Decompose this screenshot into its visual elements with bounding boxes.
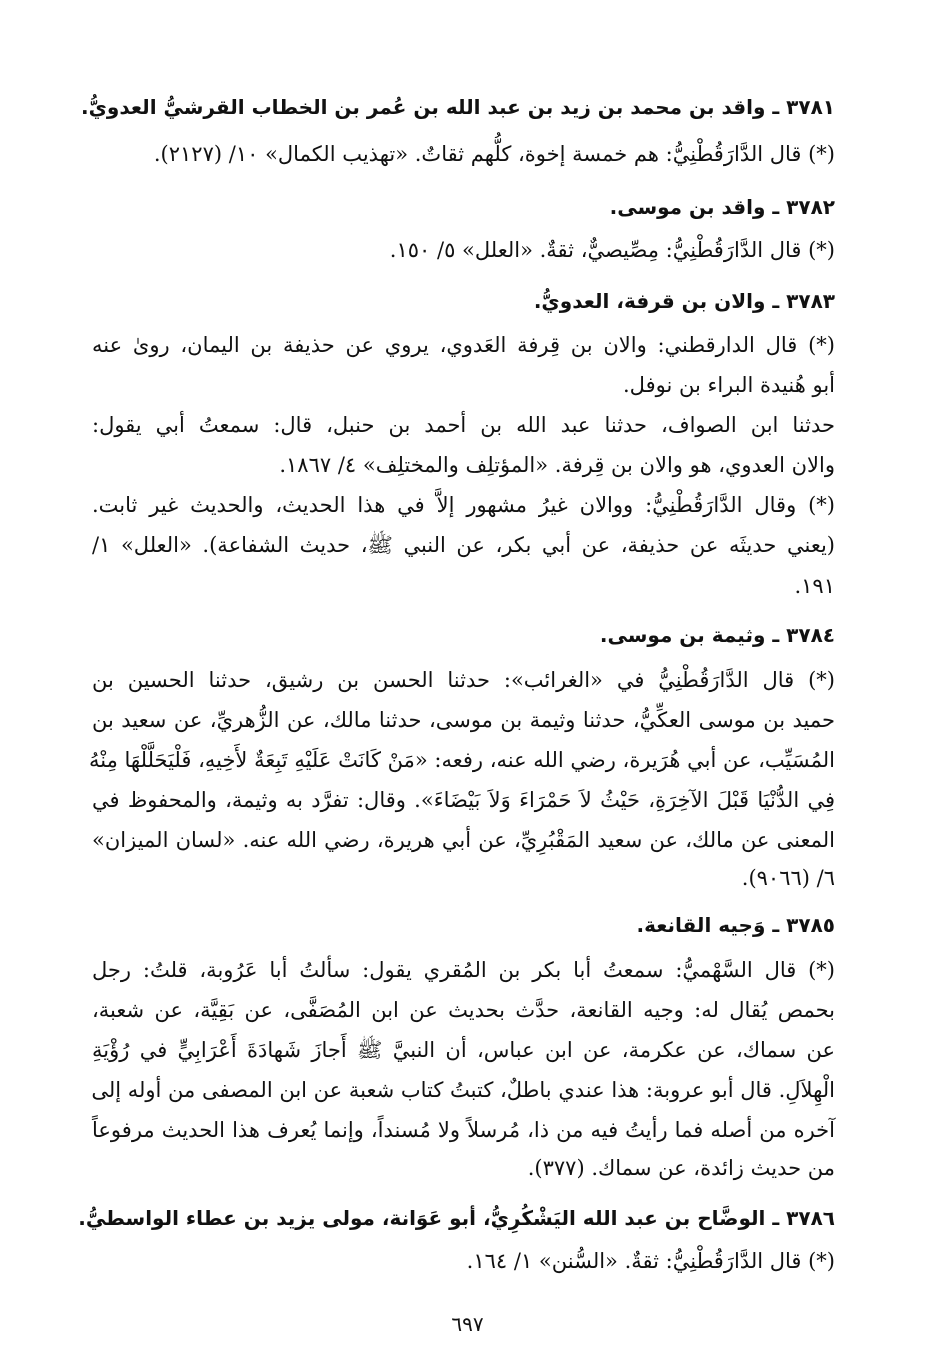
entry-text: المُسَيِّب، عن أبي هُرَيرة، رضي الله عنه، رفعه: «مَنْ كَانَتْ عَلَيْهِ تَبِعَةٌ لأَخِيهِ، فَلْيَحَلَّلْهَا مِنْهُ xyxy=(89,748,835,772)
entry-text: عن سماك، عن عكرمة، عن ابن عباس، أن النبيَّ ﷺ أَجازَ شَهادَةَ أَعْرَابِيٍّ في رُؤْيَةِ xyxy=(92,1038,835,1062)
entry-text: حدثنا ابن الصواف، حدثنا عبد الله بن أحمد بن حنبل، قال: سمعتُ أبي يقول: xyxy=(92,413,835,437)
entry-text: المعنى عن مالك، عن سعيد المَقْبُرِيِّ، عن أبي هريرة، رضي الله عنه. «لسان الميزان» xyxy=(92,828,835,852)
entry-text: والان العدوي، هو والان بن قِرفة. «المؤتلِف والمختلِف» ٤/ ١٨٦٧. xyxy=(279,453,835,477)
entry-heading-3785: ٣٧٨٥ ـ وَجيه القانعة. xyxy=(636,913,835,937)
entry-heading-3782: ٣٧٨٢ ـ واقد بن موسى. xyxy=(609,195,835,219)
entry-text: (يعني حديثَه عن حذيفة، عن أبي بكر، عن النبي ﷺ، حديث الشفاعة). «العلل» ١/ xyxy=(92,533,835,557)
page-number: ٦٩٧ xyxy=(451,1312,484,1336)
entry-text: (*) قال الدَّارَقُطْنِيُّ في «الغرائب»: حدثنا الحسن بن رشيق، حدثنا الحسين بن xyxy=(92,668,835,692)
entry-text: حميد بن موسى العكِّيُّ، حدثنا وثيمة بن موسى، حدثنا مالك، عن الزُّهريِّ، عن سعيد بن xyxy=(92,708,835,732)
entry-text: (*) وقال الدَّارَقُطْنِيُّ: ووالان غيرُ مشهور إلاَّ في هذا الحديث، والحديث غير ثابت. xyxy=(92,493,835,517)
entry-text: (*) قال الدَّارَقُطْنِيُّ: ثقةٌ. «السُّنن» ١/ ١٦٤. xyxy=(466,1249,835,1273)
entry-heading-3783: ٣٧٨٣ ـ والان بن قرفة، العدويُّ. xyxy=(533,289,835,313)
entry-heading-3781: ٣٧٨١ ـ واقد بن محمد بن زيد بن عبد الله بن عُمر بن الخطاب القرشيُّ العدويُّ. xyxy=(80,95,835,119)
entry-text: فِي الدُّنْيَا قَبْلَ الآخِرَةِ، حَيْثُ لاَ حَمْرَاءَ وَلاَ بَيْضَاءَ». وقال: تفرَّد به وثيمة، والمحفوظ في xyxy=(92,788,835,812)
entry-heading-3786: ٣٧٨٦ ـ الوضَّاح بن عبد الله اليَشْكُرِيُّ، أبو عَوَانة، مولى يزيد بن عطاء الواسطيُّ. xyxy=(78,1206,835,1230)
entry-text: أبو هُنيدة البراء بن نوفل. xyxy=(622,373,835,397)
entry-text: (*) قال الدَّارَقُطْنِيُّ: مِصِّيصيٌّ، ثقةٌ. «العلل» ٥/ ١٥٠. xyxy=(389,238,835,262)
entry-text: (*) قال الدَّارَقُطْنِيُّ: هم خمسة إخوة، كلُّهم ثقاتٌ. «تهذيب الكمال» ١٠/ (٢١٢٧). xyxy=(153,142,835,166)
entry-text: (*) قال السَّهْميُّ: سمعتُ أبا بكر بن المُقري يقول: سألتُ أبا عَرُوبة، قلتُ: رجل xyxy=(92,958,835,982)
entry-text: من حديث زائدة، عن سماك. (٣٧٧). xyxy=(527,1156,835,1180)
entry-text: ٦/ (٩٠٦٦). xyxy=(741,866,835,890)
entry-heading-3784: ٣٧٨٤ ـ وثيمة بن موسى. xyxy=(599,623,835,647)
entry-text: ١٩١. xyxy=(794,574,835,598)
entry-text: آخره من أصله فما رأيتُ فيه من ذا، مُرسلاً ولا مُسنداً، وإنما يُعرف هذا الحديث مرفوعاً xyxy=(92,1118,835,1142)
entry-text: الْهِلاَلِ. قال أبو عروبة: هذا عندي باطلٌ، كتبتُ كتاب شعبة عن ابن المصفى من أوله إلى xyxy=(91,1078,835,1102)
entry-text: (*) قال الدارقطني: والان بن قِرفة العَدوي، يروي عن حذيفة بن اليمان، روىٰ عنه xyxy=(92,333,835,357)
entry-text: بحمص يُقال له: وجيه القانعة، حدَّث بحديث عن ابن المُصَفَّى، عن بَقِيَّة، عن شعبة، xyxy=(92,998,835,1022)
